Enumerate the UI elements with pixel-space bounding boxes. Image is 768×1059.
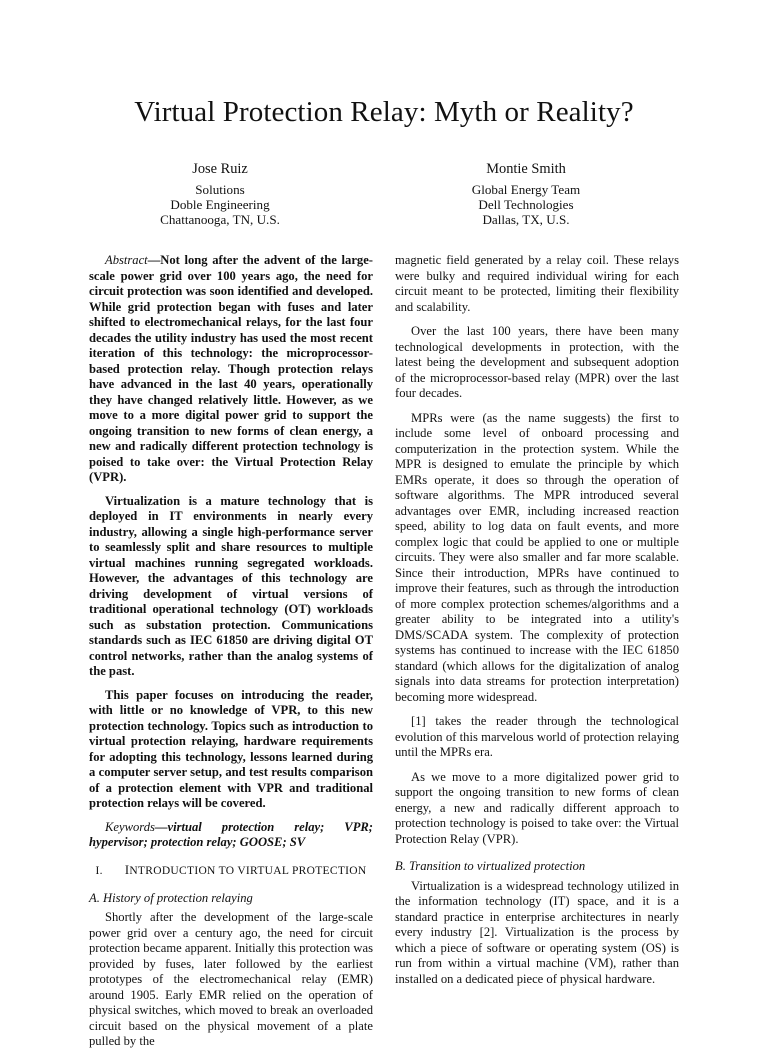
body-paragraph: As we move to a more digitalized power grid to support the ongoing transition to new forms of clean energy, a new and radically different approach to protection technology is poised to take over: the Virtual Protection Relay (VPR). (395, 769, 679, 846)
subsection-heading-b: B. Transition to virtualized protection (395, 859, 586, 873)
author-block-1 (90, 160, 350, 227)
author-affiliation-location: Dallas, TX, U.S. (482, 212, 570, 227)
right-column (395, 253, 679, 996)
section-heading-1 (89, 863, 373, 879)
abstract-label: Abstract (105, 253, 148, 267)
abstract-paragraph-1 (89, 253, 373, 486)
keywords-label: Keywords (105, 819, 155, 834)
author-name: Jose Ruiz (192, 161, 248, 177)
author-block-2 (396, 160, 656, 227)
body-paragraph: Virtualization is a widespread technology utilized in the information technology (IT) space, and it is a standard practice in enterprise architectures in nearly every industry [2]. Virtualization is the process by which a piece of software or operating system (OS) is run from within a virtual machine (VM), rather than installed on a dedicated piece of physical hardware. (395, 878, 679, 986)
abstract-paragraph-3: This paper focuses on introducing the reader, with little or no knowledge of VPR, to this new protection technology. Topics such as introduction to virtual protection relaying, hardware requirements for adopting this technology, lessons learned during a computer server setup, and test results comparison of a protection element with VPR and traditional protection relays will be covered. (89, 687, 373, 810)
section-title-rest: NTRODUCTION TO VIRTUAL PROTECTION (129, 864, 367, 877)
abstract-text: —Not long after the advent of the large-scale power grid over 100 years ago, the need for circuit protection was soon identified and developed. While grid protection began with fuses and later shifted to electromechanical relays, for the last four decades the utility industry has used the most recent iteration of this technology: the microprocessor-based protection relay. Though protection relays have advanced in the last 40 years, operationally they have changed relatively little. However, as we move to a more digital power grid to support the ongoing transition to new forms of clean energy, a new and radically different protection technology is poised to take over: the Virtual Protection Relay (VPR). (89, 253, 373, 484)
abstract (89, 253, 373, 812)
section-number: I. (95, 864, 103, 877)
author-affiliation-location: Chattanooga, TN, U.S. (160, 212, 280, 227)
left-column (89, 253, 373, 1059)
keywords-text: —virtual protection relay; VPR; hypervisor; protection relay; GOOSE; SV (89, 819, 373, 849)
author-affiliation-company: Doble Engineering (170, 197, 270, 212)
body-paragraph: Shortly after the development of the large-scale power grid over a century ago, the need for circuit protection became apparent. Initially this protection was provided by fuses, later followed by the earliest prototypes of the electromechanical relay (EMR) around 1905. Early EMR relied on the operation of physical switches, which moved to break an overloaded circuit based on the physical movement of a plate pulled by the (89, 910, 373, 1048)
author-affiliation-company: Dell Technologies (478, 197, 574, 212)
keywords (89, 820, 373, 851)
subsection-heading-a: A. History of protection relaying (89, 890, 253, 905)
author-affiliation-department: Solutions (195, 182, 245, 197)
abstract-paragraph-2: Virtualization is a mature technology that is deployed in IT environments in nearly every industry, allowing a single high-performance server to seamlessly split and share resources to multiple virtual machines running segregated workloads. However, the advantages of this technology are driving development of virtual versions of traditional operational technology (OT) workloads such as substation protection. Communications standards such as IEC 61850 are driving digital OT control networks, rather than the analog systems of the past. (89, 493, 373, 678)
author-name: Montie Smith (486, 161, 566, 177)
body-paragraph: MPRs were (as the name suggests) the first to include some level of onboard processing and computerization in the protection system. While the MPR is designed to emulate the principle by which EMRs operate, it does so through the operation of software algorithms. The MPR introduced several advantages over EMR, including increased reaction speed, ability to log data on fault events, and more complex logic that could be applied to one or multiple circuits. They were also smaller and far more scalable. Since their introduction, MPRs have continued to improve their features, such as through the introduction of more complex protection schemes/algorithms and a greater ability to be integrated into a utility's DMS/SCADA system. The complexity of protection systems has continued to increase with the IEC 61850 standard (which allows for the digitalization of analog signals into data streams for protection interpretation) becoming more widespread. (395, 410, 679, 704)
body-paragraph: [1] takes the reader through the technological evolution of this marvelous world of protection relaying until the MPRs era. (395, 714, 679, 759)
body-paragraph: magnetic field generated by a relay coil. These relays were bulky and required individual wiring for each circuit meant to be protected, limiting their flexibility and scalability. (395, 253, 679, 314)
author-affiliation-department: Global Energy Team (471, 182, 581, 197)
body-paragraph: Over the last 100 years, there have been many technological developments in protection, with the latest being the development and subsequent adoption of the microprocessor-based relay (MPR) over the last four decades. (395, 324, 679, 400)
paper-title: Virtual Protection Relay: Myth or Reality? (134, 96, 634, 128)
section-title-initial: I (124, 862, 130, 877)
